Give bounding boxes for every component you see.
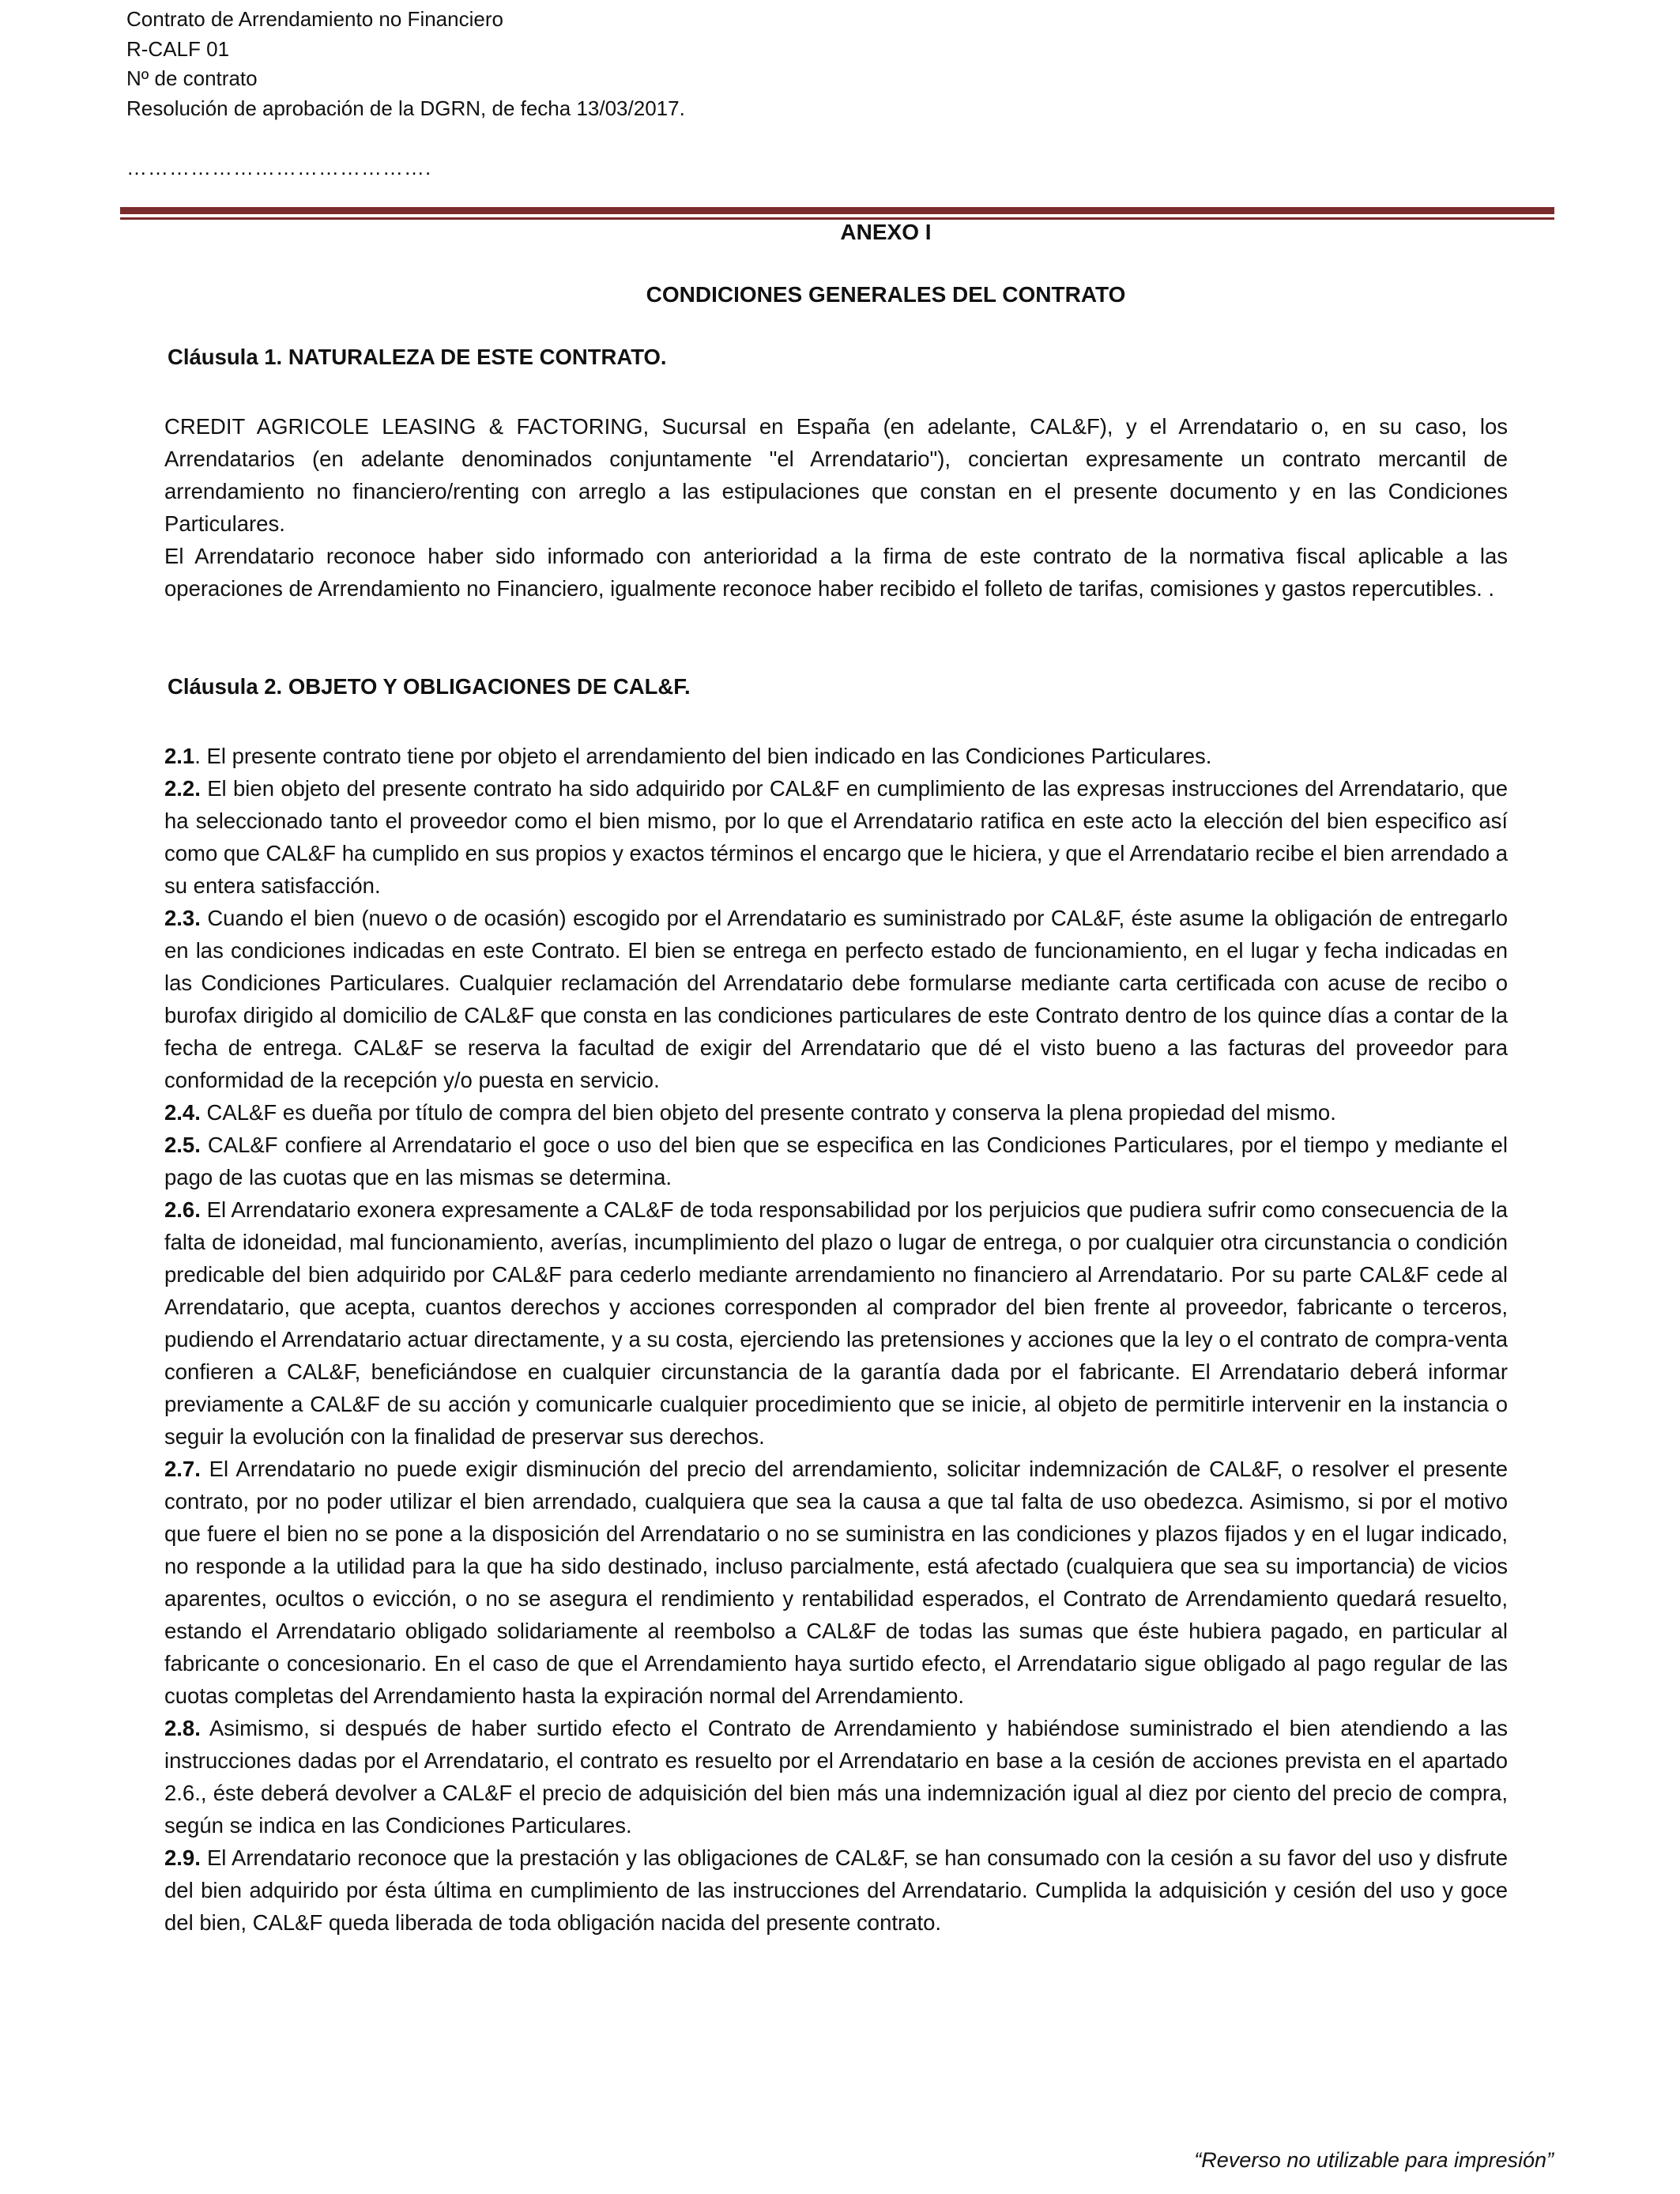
clause-1-heading: Cláusula 1. NATURALEZA DE ESTE CONTRATO. [168,345,667,369]
clause-item-text: CAL&F es dueña por título de compra del bien objeto del presente contrato y conserva la plena propiedad del mismo. [200,1100,1336,1125]
clause-item [164,1712,1508,1842]
clause-item-text: El bien objeto del presente contrato ha sido adquirido por CAL&F en cumplimiento de las expresas instrucciones del Arrendatario, que ha seleccionado tanto el proveedor como el bien mismo, por lo que el Arrendatario ratifica en este acto la elección del bien especifico así como que CAL&F ha cumplido en sus propios y exactos términos el encargo que le hiciera, y que el Arrendatario recibe el bien arrendado a su entera satisfacción. [164,776,1508,898]
clause-2-body [164,740,1508,1939]
clause-item [164,1129,1508,1193]
clause-item [164,772,1508,902]
clause-item-number: 2.6. [164,1197,201,1222]
clause-item [164,1096,1508,1129]
clause-item-text: CAL&F confiere al Arrendatario el goce o uso del bien que se especifica en las Condiciones Particulares, por el tiempo y mediante el pago de las cuotas que en las mismas se determina. [164,1133,1508,1189]
header-divider-thick [120,207,1554,214]
header-form-code: R-CALF 01 [126,36,230,61]
clause-item-text: El Arrendatario no puede exigir disminución del precio del arrendamiento, solicitar indemnización de CAL&F, o resolver el presente contrato, por no poder utilizar el bien arrendado, cualquiera que sea la causa a que tal falta de uso obedezca. Asimismo, si por el motivo que fuere el bien no se pone a la disposición del Arrendatario o no se suministra en las condiciones y plazos fijados y en el lugar indicado, no responde a la utilidad para la que ha sido destinado, incluso parcialmente, está afectado (cualquiera que sea su importancia) de vicios aparentes, ocultos o evicción, o no se asegura el rendimiento y rentabilidad esperados, el Contrato de Arrendamiento quedará resuelto, estando el Arrendatario obligado solidariamente al reembolso a CAL&F de todas las sumas que éste hubiera pagado, en particular al fabricante o concesionario. En el caso de que el Arrendamiento haya surtido efecto, el Arrendatario sigue obligado al pago regular de las cuotas completas del Arrendamiento hasta la expiración normal del Arrendamiento. [164,1457,1508,1708]
clause-item-number: 2.1 [164,744,195,768]
conditions-title: CONDICIONES GENERALES DEL CONTRATO [646,282,1126,307]
clause-item-number: 2.3. [164,906,201,930]
header-contract-type: Contrato de Arrendamiento no Financiero [126,7,503,31]
clause-item-number: 2.7. [164,1457,201,1481]
clause-item [164,740,1508,772]
clause-2-heading: Cláusula 2. OBJETO Y OBLIGACIONES DE CAL&F. [168,674,691,699]
clause-item [164,1453,1508,1712]
header-contract-number-label: Nº de contrato [126,66,258,90]
header-dotted-line: ……………………………………. [126,156,432,179]
document-header [126,5,685,183]
clause-1-paragraph-2: El Arrendatario reconoce haber sido informado con anterioridad a la firma de este contrato de la normativa fiscal aplicable a las operaciones de Arrendamiento no Financiero, igualmente reconoce haber recibido el folleto de tarifas, comisiones y gastos repercutibles. . [164,544,1508,601]
clause-item-number: 2.4. [164,1100,201,1125]
clause-item-text: . El presente contrato tiene por objeto el arrendamiento del bien indicado en las Condiciones Particulares. [194,744,1212,768]
clause-item [164,1193,1508,1453]
clause-1-paragraph-1: CREDIT AGRICOLE LEASING & FACTORING, Sucursal en España (en adelante, CAL&F), y el Arrendatario o, en su caso, los Arrendatarios (en adelante denominados conjuntamente "el Arrendatario"), conciertan expresamente un contrato mercantil de arrendamiento no financiero/renting con arreglo a las estipulaciones que constan en el presente documento y en las Condiciones Particulares. [164,414,1508,536]
clause-item-number: 2.9. [164,1845,201,1870]
clause-item-text: El Arrendatario exonera expresamente a CAL&F de toda responsabilidad por los perjuicios que pudiera sufrir como consecuencia de la falta de idoneidad, mal funcionamiento, averías, incumplimiento del plazo o lugar de entrega, o por cualquier otra circunstancia o condición predicable del bien adquirido por CAL&F para cederlo mediante arrendamiento no financiero al Arrendatario. Por su parte CAL&F cede al Arrendatario, que acepta, cuantos derechos y acciones corresponden al comprador del bien frente al proveedor, fabricante o terceros, pudiendo el Arrendatario actuar directamente, y a su costa, ejerciendo las pretensiones y acciones que la ley o el contrato de compra-venta confieren a CAL&F, beneficiándose en cualquier circunstancia de la garantía dada por el fabricante. El Arrendatario deberá informar previamente a CAL&F de su acción y comunicarle cualquier procedimiento que se inicie, al objeto de permitirle intervenir en la instancia o seguir la evolución con la finalidad de preservar sus derechos. [164,1197,1508,1449]
clause-item-text: Cuando el bien (nuevo o de ocasión) escogido por el Arrendatario es suministrado por CAL&F, éste asume la obligación de entregarlo en las condiciones indicadas en este Contrato. El bien se entrega en perfecto estado de funcionamiento, en el lugar y fecha indicadas en las Condiciones Particulares. Cualquier reclamación del Arrendatario debe formularse mediante carta certificada con acuse de recibo o burofax dirigido al domicilio de CAL&F que consta en las condiciones particulares de este Contrato dentro de los quince días a contar de la fecha de entrega. CAL&F se reserva la facultad de exigir del Arrendatario que dé el visto bueno a las facturas del proveedor para conformidad de la recepción y/o puesta en servicio. [164,906,1508,1092]
clause-item-text: El Arrendatario reconoce que la prestación y las obligaciones de CAL&F, se han consumado con la cesión a su favor del uso y disfrute del bien adquirido por ésta última en cumplimiento de las instrucciones del Arrendatario. Cumplida la adquisición y cesión del uso y goce del bien, CAL&F queda liberada de toda obligación nacida del presente contrato. [164,1845,1508,1935]
clause-item-number: 2.2. [164,776,201,801]
clause-item [164,902,1508,1096]
clause-item [164,1842,1508,1939]
clause-item-number: 2.5. [164,1133,201,1157]
clause-1-body [164,410,1508,605]
clause-item-number: 2.8. [164,1716,201,1740]
clause-item-text: Asimismo, si después de haber surtido efecto el Contrato de Arrendamiento y habiéndose suministrado el bien atendiendo a las instrucciones dadas por el Arrendatario, el contrato es resuelto por el Arrendatario en base a la cesión de acciones prevista en el apartado 2.6., éste deberá devolver a CAL&F el precio de adquisición del bien más una indemnización igual al diez por ciento del precio de compra, según se indica en las Condiciones Particulares. [164,1716,1508,1838]
annex-title: ANEXO I [840,220,932,244]
footer-note: “Reverso no utilizable para impresión” [1194,2148,1554,2172]
header-resolution: Resolución de aprobación de la DGRN, de fecha 13/03/2017. [126,96,685,120]
